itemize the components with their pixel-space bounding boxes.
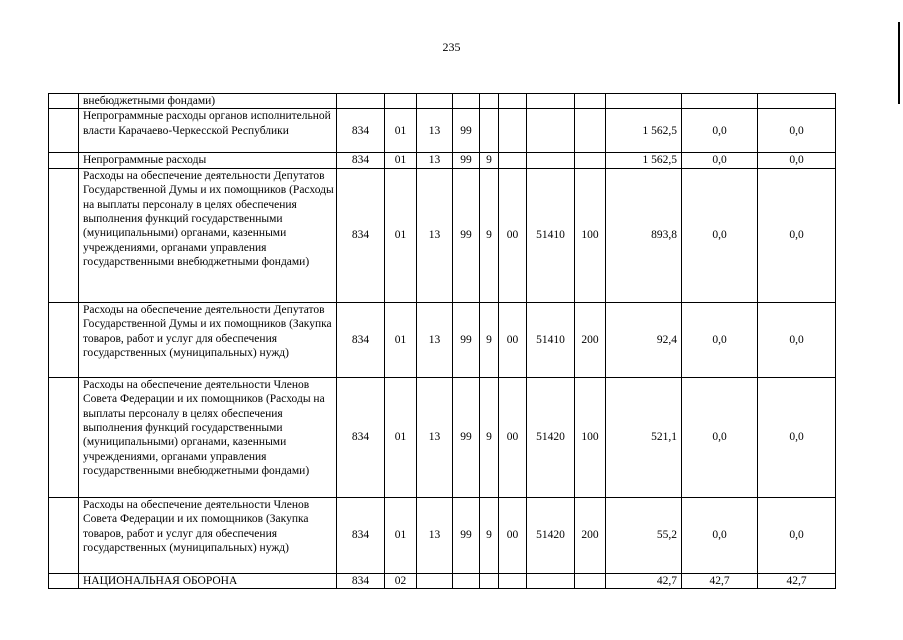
amount-year3-cell: 0,0 [758,153,836,168]
rz-cell: 01 [385,109,417,153]
rz-cell: 02 [385,573,417,588]
ved-cell [337,94,385,109]
expense-code-cell: 51410 [527,168,575,302]
program-cell [453,94,480,109]
amount-year2-cell: 0,0 [682,302,758,377]
amount-year2-cell: 0,0 [682,109,758,153]
program-cell: 99 [453,497,480,573]
description-cell: Расходы на обеспечение деятельности Членов Совета Федерации и их помощников (Расходы на выплаты персоналу в целях обеспечения выполнения функций государственными (муниципальными) органами, казенными учреждениями, органами управления государственными внебюджетными фондами) [79,377,337,497]
amount-year1-cell: 55,2 [606,497,682,573]
vr-cell: 100 [575,377,606,497]
pr-cell: 13 [417,153,453,168]
row-number-cell [49,109,79,153]
vr-cell: 200 [575,302,606,377]
expense-code-cell: 51420 [527,377,575,497]
row-number-cell [49,168,79,302]
program-cell: 99 [453,168,480,302]
amount-year3-cell: 0,0 [758,497,836,573]
direction-cell: 00 [499,497,527,573]
table-row [49,168,836,302]
subprogram-cell [480,94,499,109]
pr-cell: 13 [417,168,453,302]
vr-cell: 200 [575,497,606,573]
rz-cell: 01 [385,377,417,497]
direction-cell: 00 [499,302,527,377]
table-row [49,109,836,153]
description-cell: Непрограммные расходы [79,153,337,168]
vr-cell [575,109,606,153]
page-number: 235 [442,40,461,54]
description-cell: Непрограммные расходы органов исполнительной власти Карачаево-Черкесской Республики [79,109,337,153]
amount-year1-cell: 521,1 [606,377,682,497]
row-number-cell [49,153,79,168]
ved-cell: 834 [337,302,385,377]
page-edge-mark [898,22,900,104]
direction-cell [499,573,527,588]
row-number-cell [49,377,79,497]
subprogram-cell [480,573,499,588]
table-row [49,94,836,109]
row-number-cell [49,302,79,377]
program-cell: 99 [453,153,480,168]
amount-year3-cell: 0,0 [758,168,836,302]
rz-cell: 01 [385,153,417,168]
table-row [49,573,836,588]
pr-cell [417,573,453,588]
program-cell: 99 [453,109,480,153]
description-cell: Расходы на обеспечение деятельности Членов Совета Федерации и их помощников (Закупка товаров, работ и услуг для обеспечения государственных (муниципальных) нужд) [79,497,337,573]
ved-cell: 834 [337,497,385,573]
row-number-cell [49,573,79,588]
table-row [49,377,836,497]
ved-cell: 834 [337,109,385,153]
amount-year3-cell: 42,7 [758,573,836,588]
row-number-cell [49,497,79,573]
amount-year3-cell [758,94,836,109]
rz-cell: 01 [385,168,417,302]
rz-cell: 01 [385,497,417,573]
amount-year1-cell: 893,8 [606,168,682,302]
description-cell: внебюджетными фондами) [79,94,337,109]
ved-cell: 834 [337,168,385,302]
subprogram-cell: 9 [480,168,499,302]
rz-cell [385,94,417,109]
amount-year2-cell [682,94,758,109]
amount-year1-cell: 1 562,5 [606,109,682,153]
rz-cell: 01 [385,302,417,377]
program-cell [453,573,480,588]
subprogram-cell: 9 [480,497,499,573]
subprogram-cell: 9 [480,377,499,497]
expense-code-cell [527,573,575,588]
program-cell: 99 [453,302,480,377]
program-cell: 99 [453,377,480,497]
subprogram-cell [480,109,499,153]
amount-year1-cell: 92,4 [606,302,682,377]
amount-year2-cell: 0,0 [682,153,758,168]
ved-cell: 834 [337,153,385,168]
amount-year3-cell: 0,0 [758,377,836,497]
subprogram-cell: 9 [480,153,499,168]
budget-table [48,93,836,589]
table-row [49,302,836,377]
ved-cell: 834 [337,377,385,497]
amount-year1-cell: 42,7 [606,573,682,588]
amount-year1-cell [606,94,682,109]
table-row [49,497,836,573]
expense-code-cell [527,109,575,153]
direction-cell [499,94,527,109]
vr-cell [575,153,606,168]
amount-year3-cell: 0,0 [758,109,836,153]
expense-code-cell [527,94,575,109]
ved-cell: 834 [337,573,385,588]
description-cell: Расходы на обеспечение деятельности Депутатов Государственной Думы и их помощников (Расходы на выплаты персоналу в целях обеспечения выполнения функций государственными (муниципальными) органами, казенными учреждениями, органами управления государственными внебюджетными фондами) [79,168,337,302]
pr-cell [417,94,453,109]
amount-year2-cell: 0,0 [682,497,758,573]
expense-code-cell: 51420 [527,497,575,573]
row-number-cell [49,94,79,109]
vr-cell [575,573,606,588]
subprogram-cell: 9 [480,302,499,377]
pr-cell: 13 [417,377,453,497]
pr-cell: 13 [417,497,453,573]
pr-cell: 13 [417,109,453,153]
amount-year1-cell: 1 562,5 [606,153,682,168]
direction-cell: 00 [499,377,527,497]
description-cell: Расходы на обеспечение деятельности Депутатов Государственной Думы и их помощников (Закупка товаров, работ и услуг для обеспечения государственных (муниципальных) нужд) [79,302,337,377]
direction-cell [499,153,527,168]
direction-cell [499,109,527,153]
description-cell: НАЦИОНАЛЬНАЯ ОБОРОНА [79,573,337,588]
vr-cell: 100 [575,168,606,302]
amount-year2-cell: 0,0 [682,377,758,497]
amount-year2-cell: 0,0 [682,168,758,302]
direction-cell: 00 [499,168,527,302]
pr-cell: 13 [417,302,453,377]
amount-year2-cell: 42,7 [682,573,758,588]
table-row [49,153,836,168]
expense-code-cell: 51410 [527,302,575,377]
vr-cell [575,94,606,109]
expense-code-cell [527,153,575,168]
amount-year3-cell: 0,0 [758,302,836,377]
